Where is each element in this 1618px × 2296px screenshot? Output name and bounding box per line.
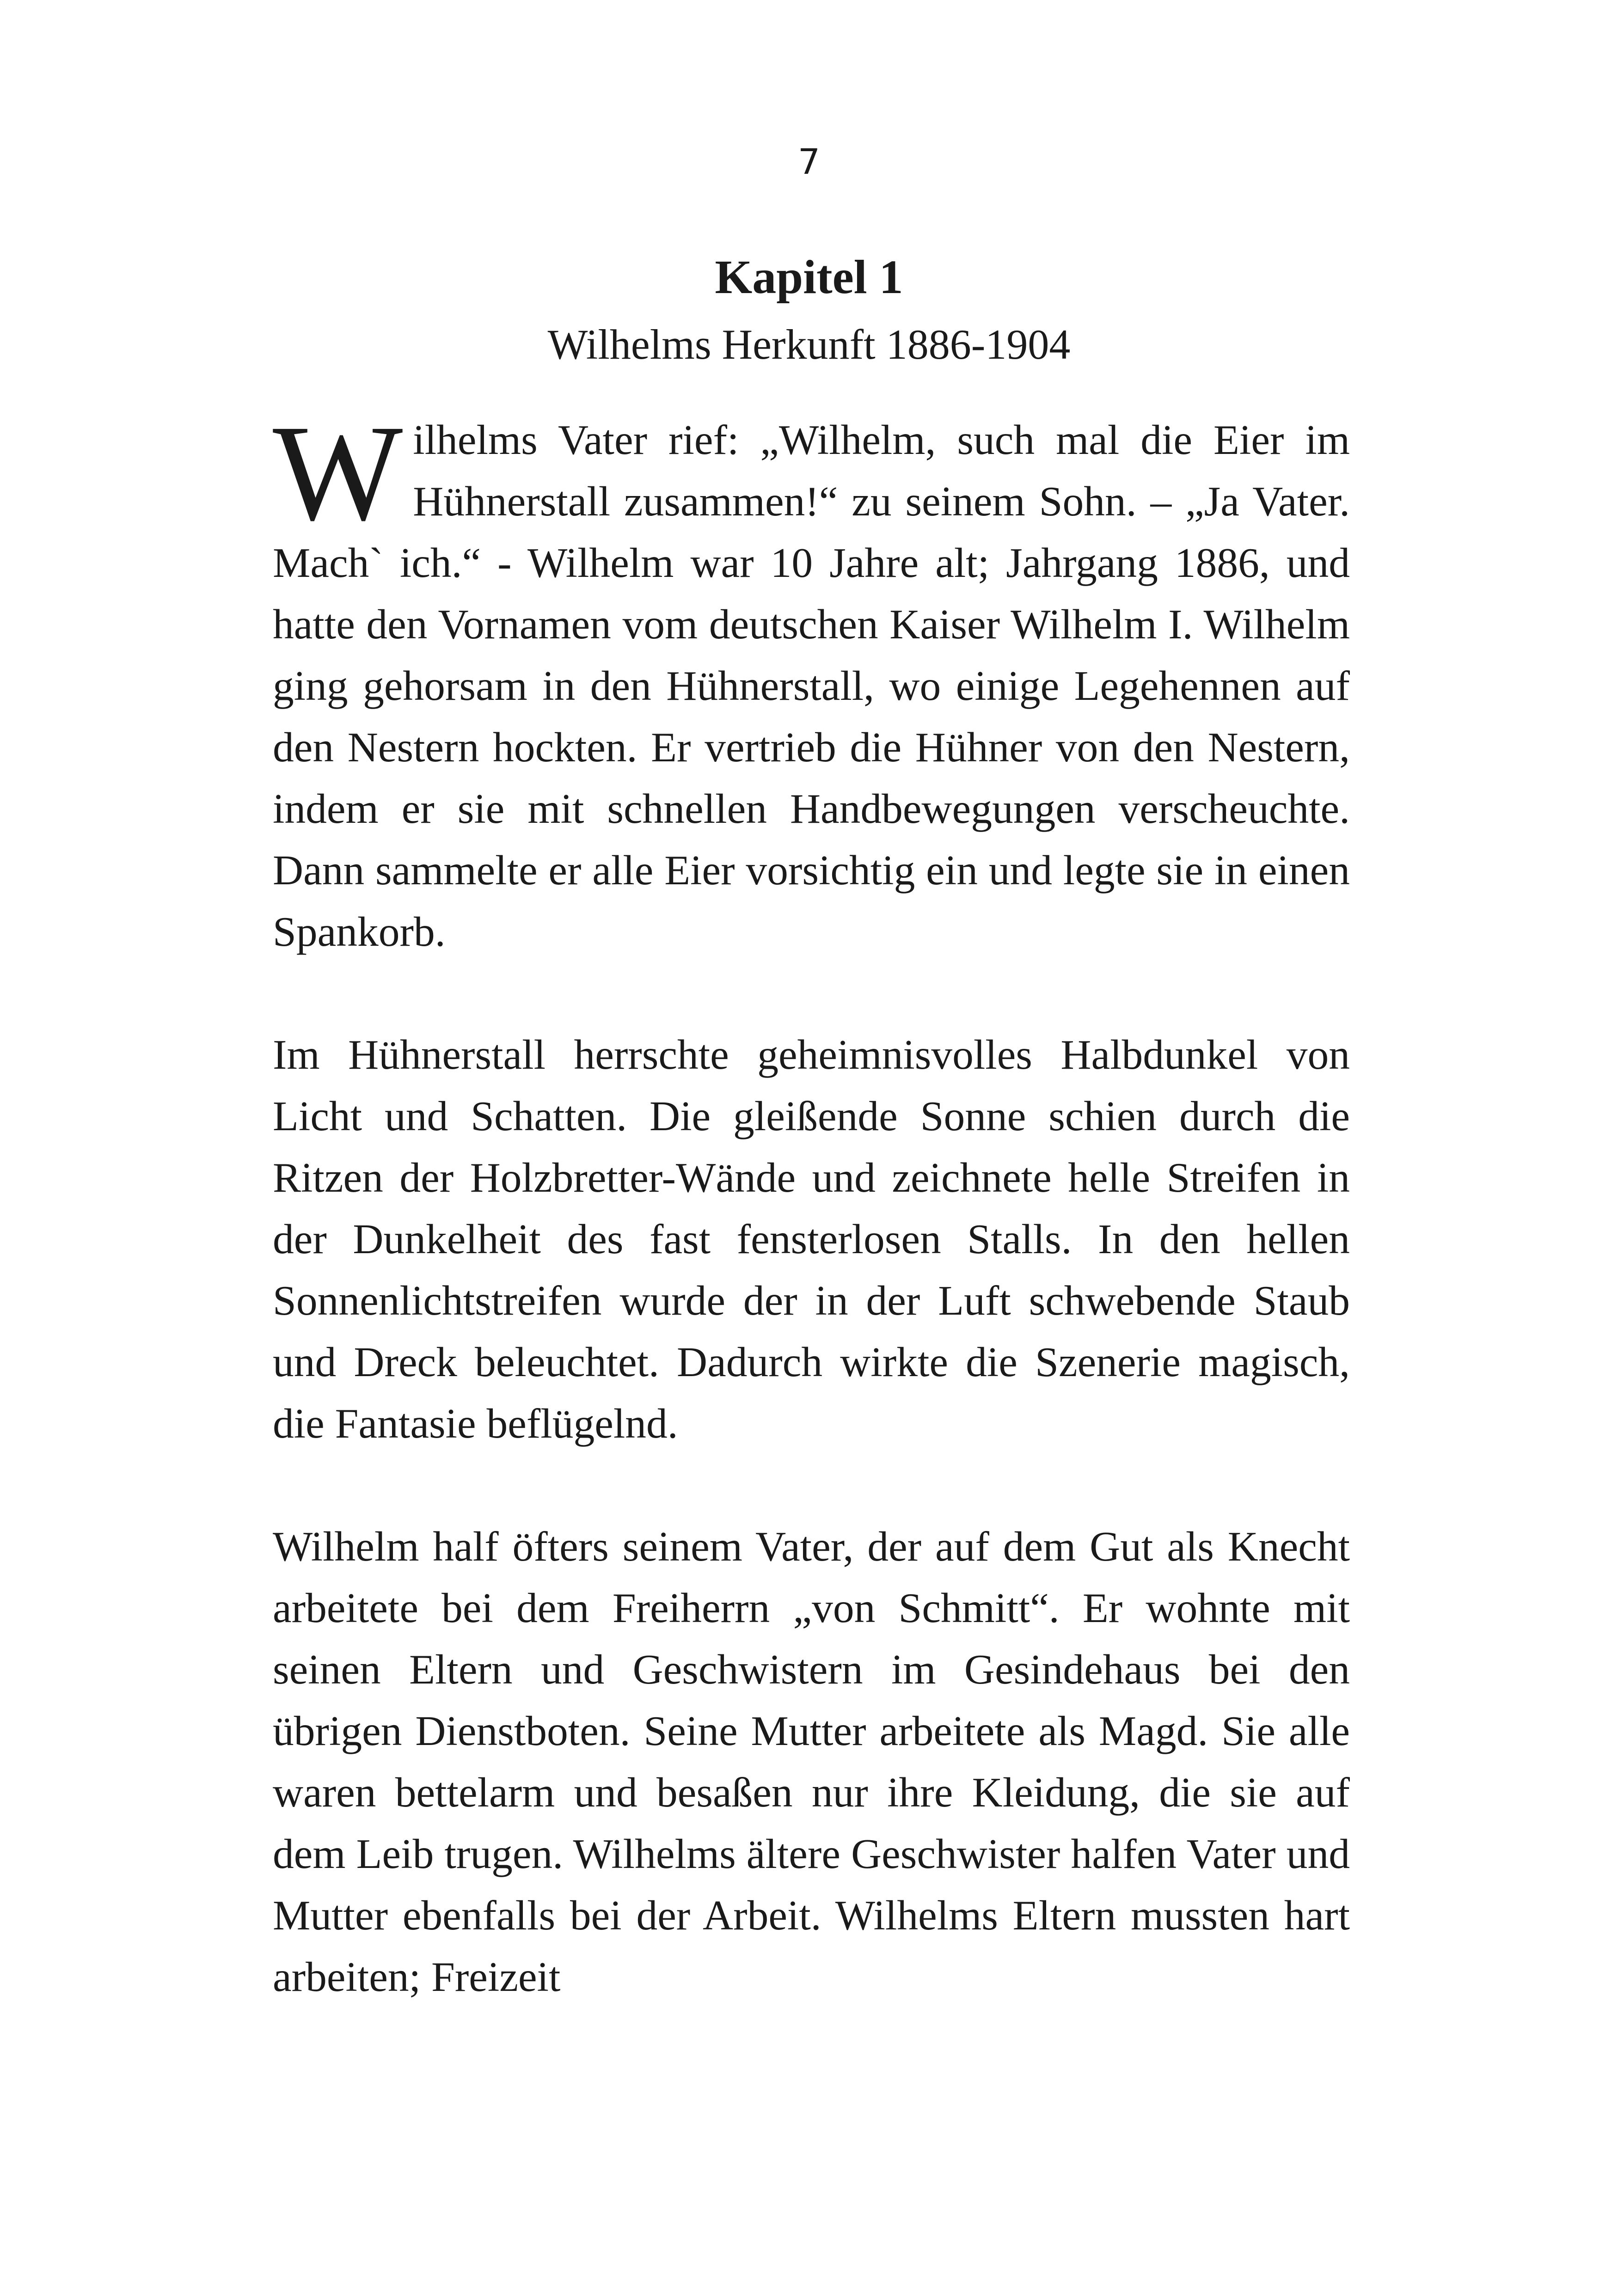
chapter-subtitle: Wilhelms Herkunft 1886-1904	[547, 321, 1071, 368]
paragraph: Im Hühnerstall herrschte geheimnisvolles Halbdunkel von Licht und Schatten. Die gleißende Sonne schien durch die Ritzen der Holzbretter-Wände und zeichnete helle Streifen in der Dunkelheit des fast fensterlosen Stalls. In den hellen Sonnenlichtstreifen wurde der in der Luft schwebende Staub und Dreck beleuchtet. Dadurch wirkte die Szenerie magisch, die Fantasie beflügelnd.	[273, 1031, 1350, 1447]
paragraph: Wilhelm half öfters seinem Vater, der auf dem Gut als Knecht arbeitete bei dem Freiherrn „von Schmitt“. Er wohnte mit seinen Eltern und Geschwistern im Gesindehaus bei den übrigen Dienstboten. Seine Mutter arbeitete als Magd. Sie alle waren bettelarm und besaßen nur ihre Kleidung, die sie auf dem Leib trugen. Wilhelms ältere Geschwister halfen Vater und Mutter ebenfalls bei der Arbeit. Wilhelms Eltern mussten hart arbeiten; Freizeit	[273, 1523, 1350, 2000]
paragraph-text: ilhelms Vater rief: „Wilhelm, such mal die Eier im Hühnerstall zusammen!“ zu seinem Sohn. – „Ja Vater. Mach` ich.“ - Wilhelm war 10 Jahre alt; Jahrgang 1886, und hatte den Vornamen vom deutschen Kaiser Wilhelm I. Wilhelm ging gehorsam in den Hühnerstall, wo einige Legehennen auf den Nestern hockten. Er vertrieb die Hühner von den Nestern, indem er sie mit schnellen Handbewegungen verscheuchte. Dann sammelte er alle Eier vorsichtig ein und legte sie in einen Spankorb.	[273, 416, 1350, 955]
paragraph	[273, 397, 1350, 962]
body-text	[273, 397, 1350, 2069]
chapter-title: Kapitel 1	[715, 251, 903, 304]
drop-cap: W	[273, 397, 403, 549]
page-number: 7	[797, 141, 821, 182]
